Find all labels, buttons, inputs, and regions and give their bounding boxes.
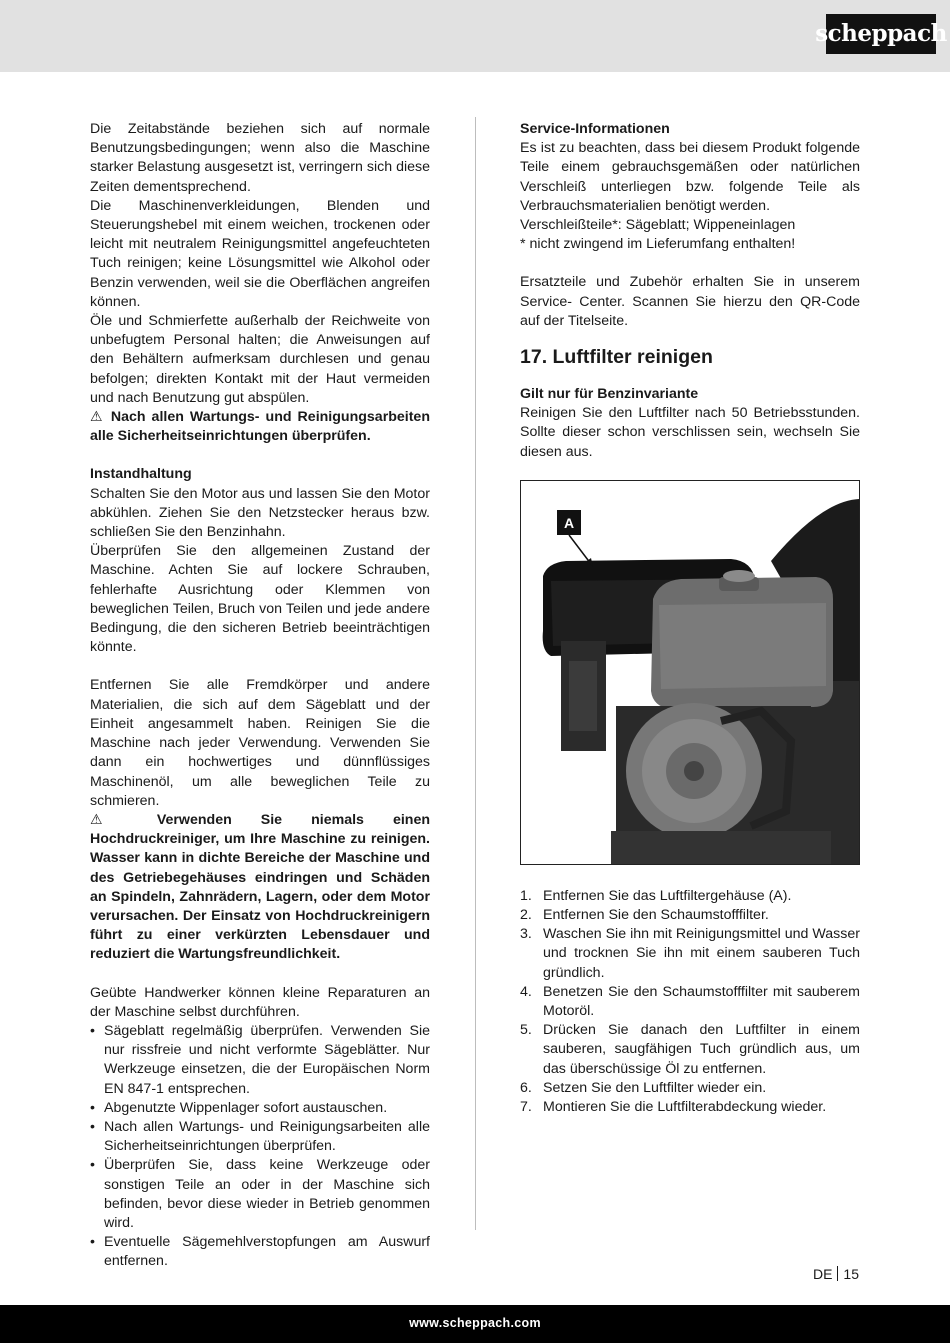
list-item: 1. Entfernen Sie das Luftfiltergehäuse (A).	[520, 887, 792, 904]
paragraph-repairs: Geübte Handwerker können kleine Reparaturen an der Maschine selbst durchführen.	[90, 984, 430, 1020]
heading-service: Service-Informationen	[520, 121, 670, 137]
warning-check-safety	[90, 408, 430, 446]
left-column	[90, 120, 430, 1272]
warning-high-pressure	[90, 811, 430, 965]
scheppach-logo: scheppach	[826, 14, 936, 54]
footer-url[interactable]: www.scheppach.com	[409, 1316, 541, 1331]
warning-triangle-icon: ⚠	[90, 409, 105, 426]
paragraph-service: Es ist zu beachten, dass bei diesem Produkt folgende Teile einem gebrauchsgemäßen oder natürlichen Verschleiß unterliegen bzw. folgende Teile als Verbrauchsmaterialien benötigt werden.	[520, 140, 860, 214]
footer-bar	[0, 1305, 950, 1343]
maintenance-bullet-list	[90, 1022, 430, 1272]
engine-air-filter-figure	[520, 480, 860, 865]
paragraph-cleaning: Die Maschinenverkleidungen, Blenden und Steuerungshebel mit einem weichen, trockenen oder leicht mit neutralem Reinigungsmittel angefeuchteten Tuch reinigen; keine Lösungsmittel wie Alkohol oder Benzin verwenden, weil sie die Oberflächen angreifen können.	[90, 197, 430, 310]
paragraph-check-condition: Überprüfen Sie den allgemeinen Zustand der Maschine. Achten Sie auf lockere Schrauben, fehlerhafte Ausrichtung oder Klemmen von beweglichen Teilen, Bruch von Teilen und jede andere Bedingung, die den sicheren Betrieb beeinträchtigen könnte.	[90, 543, 430, 656]
page-language: DE	[812, 1266, 833, 1282]
paragraph-remove-debris: Entfernen Sie alle Fremdkörper und andere Materialien, die sich auf dem Sägeblatt und der Einheit angesammelt haben. Reinigen Sie die Maschine nach jeder Verwendung. Verwenden Sie dann ein hochwertiges und dünnflüssiges Maschinenöl, um alle beweglichen Teile zu schmieren.	[90, 677, 430, 809]
engine-illustration	[521, 481, 859, 864]
paragraph-spare-parts: Ersatzteile und Zubehör erhalten Sie in unserem Service- Center. Scannen Sie hierzu den QR-Code auf der Titelseite.	[520, 274, 860, 329]
paragraph-intervals: Die Zeitabstände beziehen sich auf normale Benutzungsbedingungen; wenn also die Maschine starker Belastung ausgesetzt ist, verringern sich diese Zeiten dementsprechend.	[90, 121, 430, 195]
list-item: • Nach allen Wartungs- und Reinigungsarbeiten alle Sicherheitseinrichtungen überprüfen.	[90, 1118, 430, 1156]
list-item: • Eventuelle Sägemehlverstopfungen am Auswurf entfernen.	[90, 1233, 430, 1271]
right-column	[520, 120, 860, 1117]
column-divider	[475, 117, 476, 1230]
list-item: 5. Drücken Sie danach den Luftfilter in einem sauberen, saugfähigen Tuch gründlich aus, um das überschüssige Öl zu entfernen.	[520, 1022, 860, 1077]
list-item: 4. Benetzen Sie den Schaumstofffilter mit sauberem Motoröl.	[520, 983, 860, 1020]
list-item: • Sägeblatt regelmäßig überprüfen. Verwenden Sie nur rissfreie und nicht verformte Sägeblätter. Nur Werkzeuge einsetzen, die der Europäischen Norm EN 847-1 entsprechen.	[90, 1022, 430, 1099]
paragraph-wear-parts: Verschleißteile*: Sägeblatt; Wippeneinlagen	[520, 217, 796, 234]
figure-label-a: A	[563, 514, 575, 531]
list-item: • Abgenutzte Wippenlager sofort austauschen.	[90, 1099, 430, 1118]
page-number	[813, 1265, 859, 1284]
page-number-value: 15	[843, 1266, 859, 1282]
list-item: 3. Waschen Sie ihn mit Reinigungsmittel und Wasser und trocknen Sie ihn mit einem sauberen Tuch gründlich.	[520, 926, 860, 981]
heading-petrol-only: Gilt nur für Benzinvariante	[520, 386, 699, 403]
list-item: • Überprüfen Sie, dass keine Werkzeuge oder sonstigen Teile an oder in der Maschine sich befinden, bevor diese wieder in Betrieb genommen wird.	[90, 1156, 430, 1233]
paragraph-motor-off: Schalten Sie den Motor aus und lassen Sie den Motor abkühlen. Ziehen Sie den Netzstecker heraus bzw. schließen Sie den Benzinhahn.	[90, 485, 430, 541]
air-filter-steps	[520, 887, 860, 1117]
paragraph-note: * nicht zwingend im Lieferumfang enthalten!	[520, 236, 796, 253]
paragraph-oils: Öle und Schmierfette außerhalb der Reichweite von unbefugtem Personal halten; die Anweisungen auf den Behältern aufmerksam durchlesen und genau befolgen; direkten Kontakt mit der Haut vermeiden und nach Benutzung gut abspülen.	[90, 313, 430, 406]
warning-triangle-icon: ⚠	[90, 811, 128, 828]
header-bar	[0, 0, 950, 72]
paragraph-clean-filter: Reinigen Sie den Luftfilter nach 50 Betriebsstunden. Sollte dieser schon verschlissen sein, wechseln Sie diesen aus.	[520, 405, 860, 460]
list-item: 6. Setzen Sie den Luftfilter wieder ein.	[520, 1079, 767, 1096]
section-title: 17. Luftfilter reinigen	[520, 346, 713, 369]
list-item: 7. Montieren Sie die Luftfilterabdeckung wieder.	[520, 1099, 827, 1116]
warning-text: Verwenden Sie niemals einen Hochdruckreiniger, um Ihre Maschine zu reinigen. Wasser kann in dichte Bereiche der Maschine und des Getriebegehäuses eindringen und Schäden an Spindeln, Zahnrädern, Lagern, oder dem Motor verursachen. Der Einsatz von Hochdruckreinigern führt zu einer verkürzten Lebensdauer und reduziert die Wartungsfreundlichkeit.	[90, 811, 430, 963]
list-item: 2. Entfernen Sie den Schaumstofffilter.	[520, 907, 769, 924]
heading-instandhaltung: Instandhaltung	[90, 466, 192, 483]
warning-text: Nach allen Wartungs- und Reinigungsarbeiten alle Sicherheitseinrichtungen überprüfen.	[90, 409, 430, 445]
